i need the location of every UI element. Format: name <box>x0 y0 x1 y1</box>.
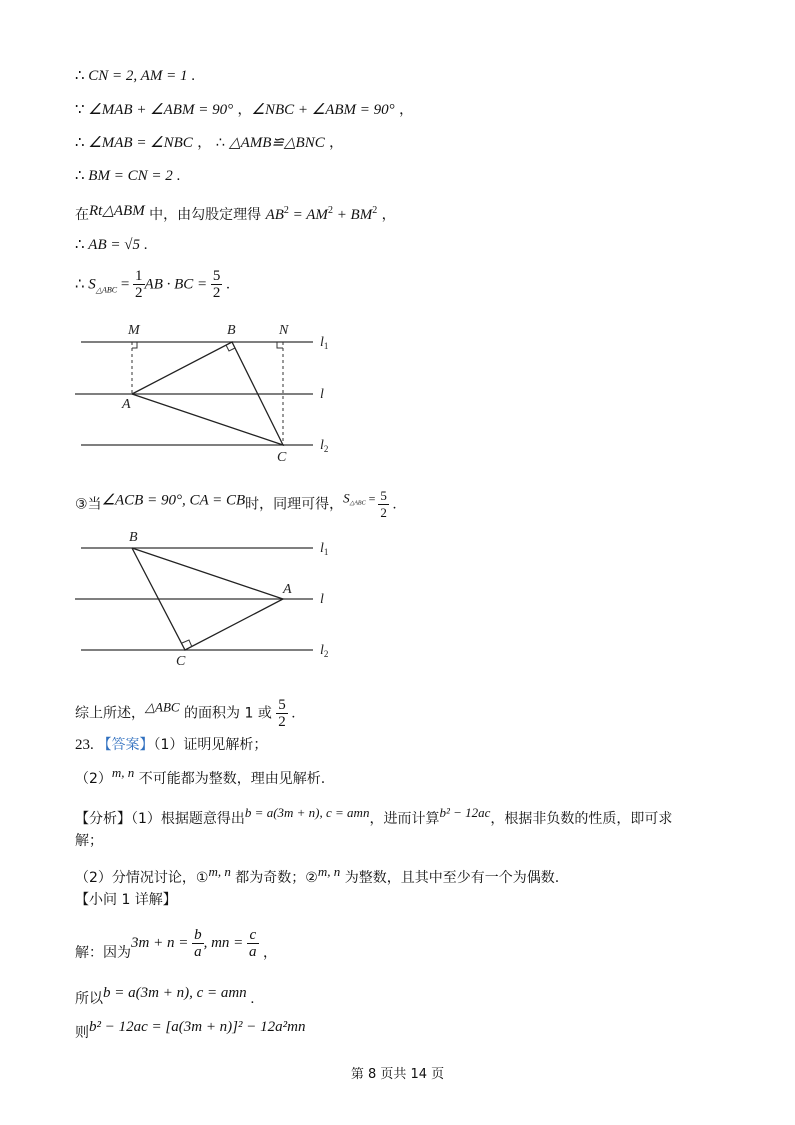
text: （1）根据题意得出 <box>131 811 245 827</box>
point-label-m: M <box>128 323 140 338</box>
line-label-l2: $l_2$ <box>320 643 329 659</box>
text: 不可能都为整数，理由见解析. <box>134 771 326 787</box>
proof-line-ab-sqrt5 <box>75 235 147 255</box>
line-label-l: l <box>320 387 324 402</box>
question-number: 23. <box>75 737 98 753</box>
fraction-five-halves <box>276 697 288 730</box>
math-expression: AB <box>265 207 284 223</box>
text: ③当 <box>75 496 102 513</box>
denominator: 2 <box>380 505 387 520</box>
text: ，根据非负数的性质，即可求 <box>490 811 673 827</box>
text: 则 <box>75 1025 89 1041</box>
proof-line-angle-sum <box>75 100 413 120</box>
solution-line-then <box>75 1017 305 1043</box>
math-expression: ∠ACB = 90°, CA = CB <box>101 492 246 509</box>
subscript: △ABC <box>95 285 118 295</box>
math-expression: Rt△ABM <box>89 203 145 219</box>
text: ，进而计算 <box>369 811 440 827</box>
proof-line-area <box>75 268 230 301</box>
math-expression: b² − 12ac = [a(3m + n)]² − 12a²mn <box>89 1019 306 1035</box>
point-label-c: C <box>176 654 186 669</box>
separator: ， ∴ <box>192 135 230 151</box>
therefore-symbol: ∴ <box>75 168 89 184</box>
fraction-five-halves <box>211 268 223 301</box>
math-expression: , mn = <box>203 935 248 951</box>
solution-line-so <box>75 983 254 1009</box>
fraction-five-halves <box>378 488 389 521</box>
numerator: 5 <box>278 697 286 713</box>
point-label-a: A <box>122 397 131 412</box>
figure-triangle-right-at-c <box>75 527 345 672</box>
punctuation: ， <box>394 102 414 118</box>
math-expression: AB · BC = <box>144 276 211 293</box>
denominator: 2 <box>135 285 143 301</box>
equals: = <box>365 491 379 506</box>
analysis-line <box>75 803 672 829</box>
answer-line-part2 <box>75 763 325 789</box>
punctuation: . <box>187 68 195 84</box>
figure-triangle-right-at-b <box>75 318 345 468</box>
because-symbol: ∵ <box>75 102 89 118</box>
denominator: a <box>249 943 257 960</box>
math-expression: + BM <box>332 207 373 223</box>
math-expression: 3m + n = <box>131 935 193 951</box>
separator: ， <box>233 102 252 118</box>
point-label-b: B <box>129 530 138 545</box>
math-expression: m, n <box>208 864 231 879</box>
exponent: 2 <box>372 205 378 216</box>
fraction-one-half <box>133 268 145 301</box>
math-expression: ∠MAB + ∠ABM = 90° <box>88 102 234 118</box>
line-label-l: l <box>320 592 324 607</box>
text: 在 <box>75 207 89 223</box>
conclusion-line <box>75 697 295 730</box>
line-label-l1: $l_1$ <box>320 335 329 351</box>
denominator: 2 <box>212 285 221 301</box>
punctuation: . <box>287 705 296 722</box>
exponent: 2 <box>327 205 333 216</box>
text: 解； <box>75 833 103 849</box>
math-expression: b = a(3m + n), c = amn <box>103 985 247 1001</box>
text: 中，由勾股定理得 <box>144 207 266 223</box>
therefore-symbol: ∴ <box>75 68 89 84</box>
text: 综上所述， <box>75 705 145 722</box>
subscript: △ABC <box>349 500 366 507</box>
exponent: 2 <box>283 205 289 216</box>
therefore-symbol: ∴ <box>75 276 89 293</box>
text: 都为奇数；② <box>230 870 318 886</box>
subquestion-tag: 【小问 1 详解】 <box>75 892 177 908</box>
math-expression: CN = 2, AM = 1 <box>88 68 188 84</box>
math-expression: ∠MAB = ∠NBC <box>88 135 193 151</box>
math-expression: S <box>88 276 96 293</box>
answer-tag: 【答案】 <box>97 737 154 753</box>
punctuation: ， <box>258 945 277 961</box>
math-expression: ∠NBC + ∠ABM = 90° <box>251 102 395 118</box>
analysis-line-part2 <box>75 862 559 888</box>
point-label-a: A <box>283 582 292 597</box>
punctuation: . <box>172 168 181 184</box>
math-expression: △AMB≌△BNC <box>229 135 325 151</box>
page-footer: 第 8 页共 14 页 <box>350 1067 445 1082</box>
punctuation: ， <box>324 135 344 151</box>
therefore-symbol: ∴ <box>75 237 89 253</box>
numerator: b <box>194 926 202 943</box>
math-expression: m, n <box>317 864 341 879</box>
denominator: 2 <box>278 714 286 730</box>
numerator: c <box>247 927 259 944</box>
punctuation: . <box>388 496 397 513</box>
proof-line-bm <box>75 166 180 186</box>
fraction-c-over-a <box>247 927 259 960</box>
fraction-b-over-a <box>192 927 204 960</box>
equals: = <box>117 276 134 293</box>
point-label-n: N <box>279 323 289 338</box>
text: （2） <box>75 771 112 787</box>
subquestion-1-heading <box>75 890 177 910</box>
math-expression: AB = √5 <box>88 237 140 253</box>
solution-line-because <box>75 925 277 971</box>
proof-line-congruent <box>75 133 343 153</box>
text: （2）分情况讨论，① <box>75 870 209 886</box>
math-expression: S <box>343 490 350 506</box>
math-expression: = AM <box>288 207 328 223</box>
proof-line-case3 <box>75 488 396 521</box>
text: （1）证明见解析； <box>153 737 268 753</box>
point-label-b: B <box>227 323 236 338</box>
numerator: 5 <box>380 488 387 503</box>
proof-line-pythagoras <box>75 201 396 225</box>
punctuation: ， <box>377 207 396 223</box>
math-expression: b = a(3m + n), c = amn <box>244 805 370 820</box>
text: 为整数，且其中至少有一个为偶数. <box>340 870 560 886</box>
line-label-l1: $l_1$ <box>320 541 329 557</box>
point-label-c: C <box>277 450 287 465</box>
text: 所以 <box>75 991 103 1007</box>
therefore-symbol: ∴ <box>75 135 89 151</box>
text: 的面积为 1 或 <box>179 705 277 722</box>
answer-line-23 <box>75 735 267 755</box>
text: 时，同理可得， <box>245 496 344 513</box>
denominator: a <box>194 943 202 960</box>
punctuation: . <box>139 237 148 253</box>
math-expression: △ABC <box>145 699 180 715</box>
punctuation: . <box>222 276 230 293</box>
numerator: 1 <box>135 268 143 284</box>
proof-line-cn-am <box>75 66 195 86</box>
analysis-tag: 【分析】 <box>75 811 131 827</box>
math-expression: BM = CN = 2 <box>88 168 173 184</box>
line-label-l2: $l_2$ <box>320 438 329 454</box>
text: 解：因为 <box>75 945 131 961</box>
punctuation: . <box>246 991 255 1007</box>
numerator: 5 <box>212 268 221 284</box>
analysis-line-cont <box>75 831 103 851</box>
math-expression: b² − 12ac <box>439 805 491 820</box>
math-expression: m, n <box>111 765 135 780</box>
